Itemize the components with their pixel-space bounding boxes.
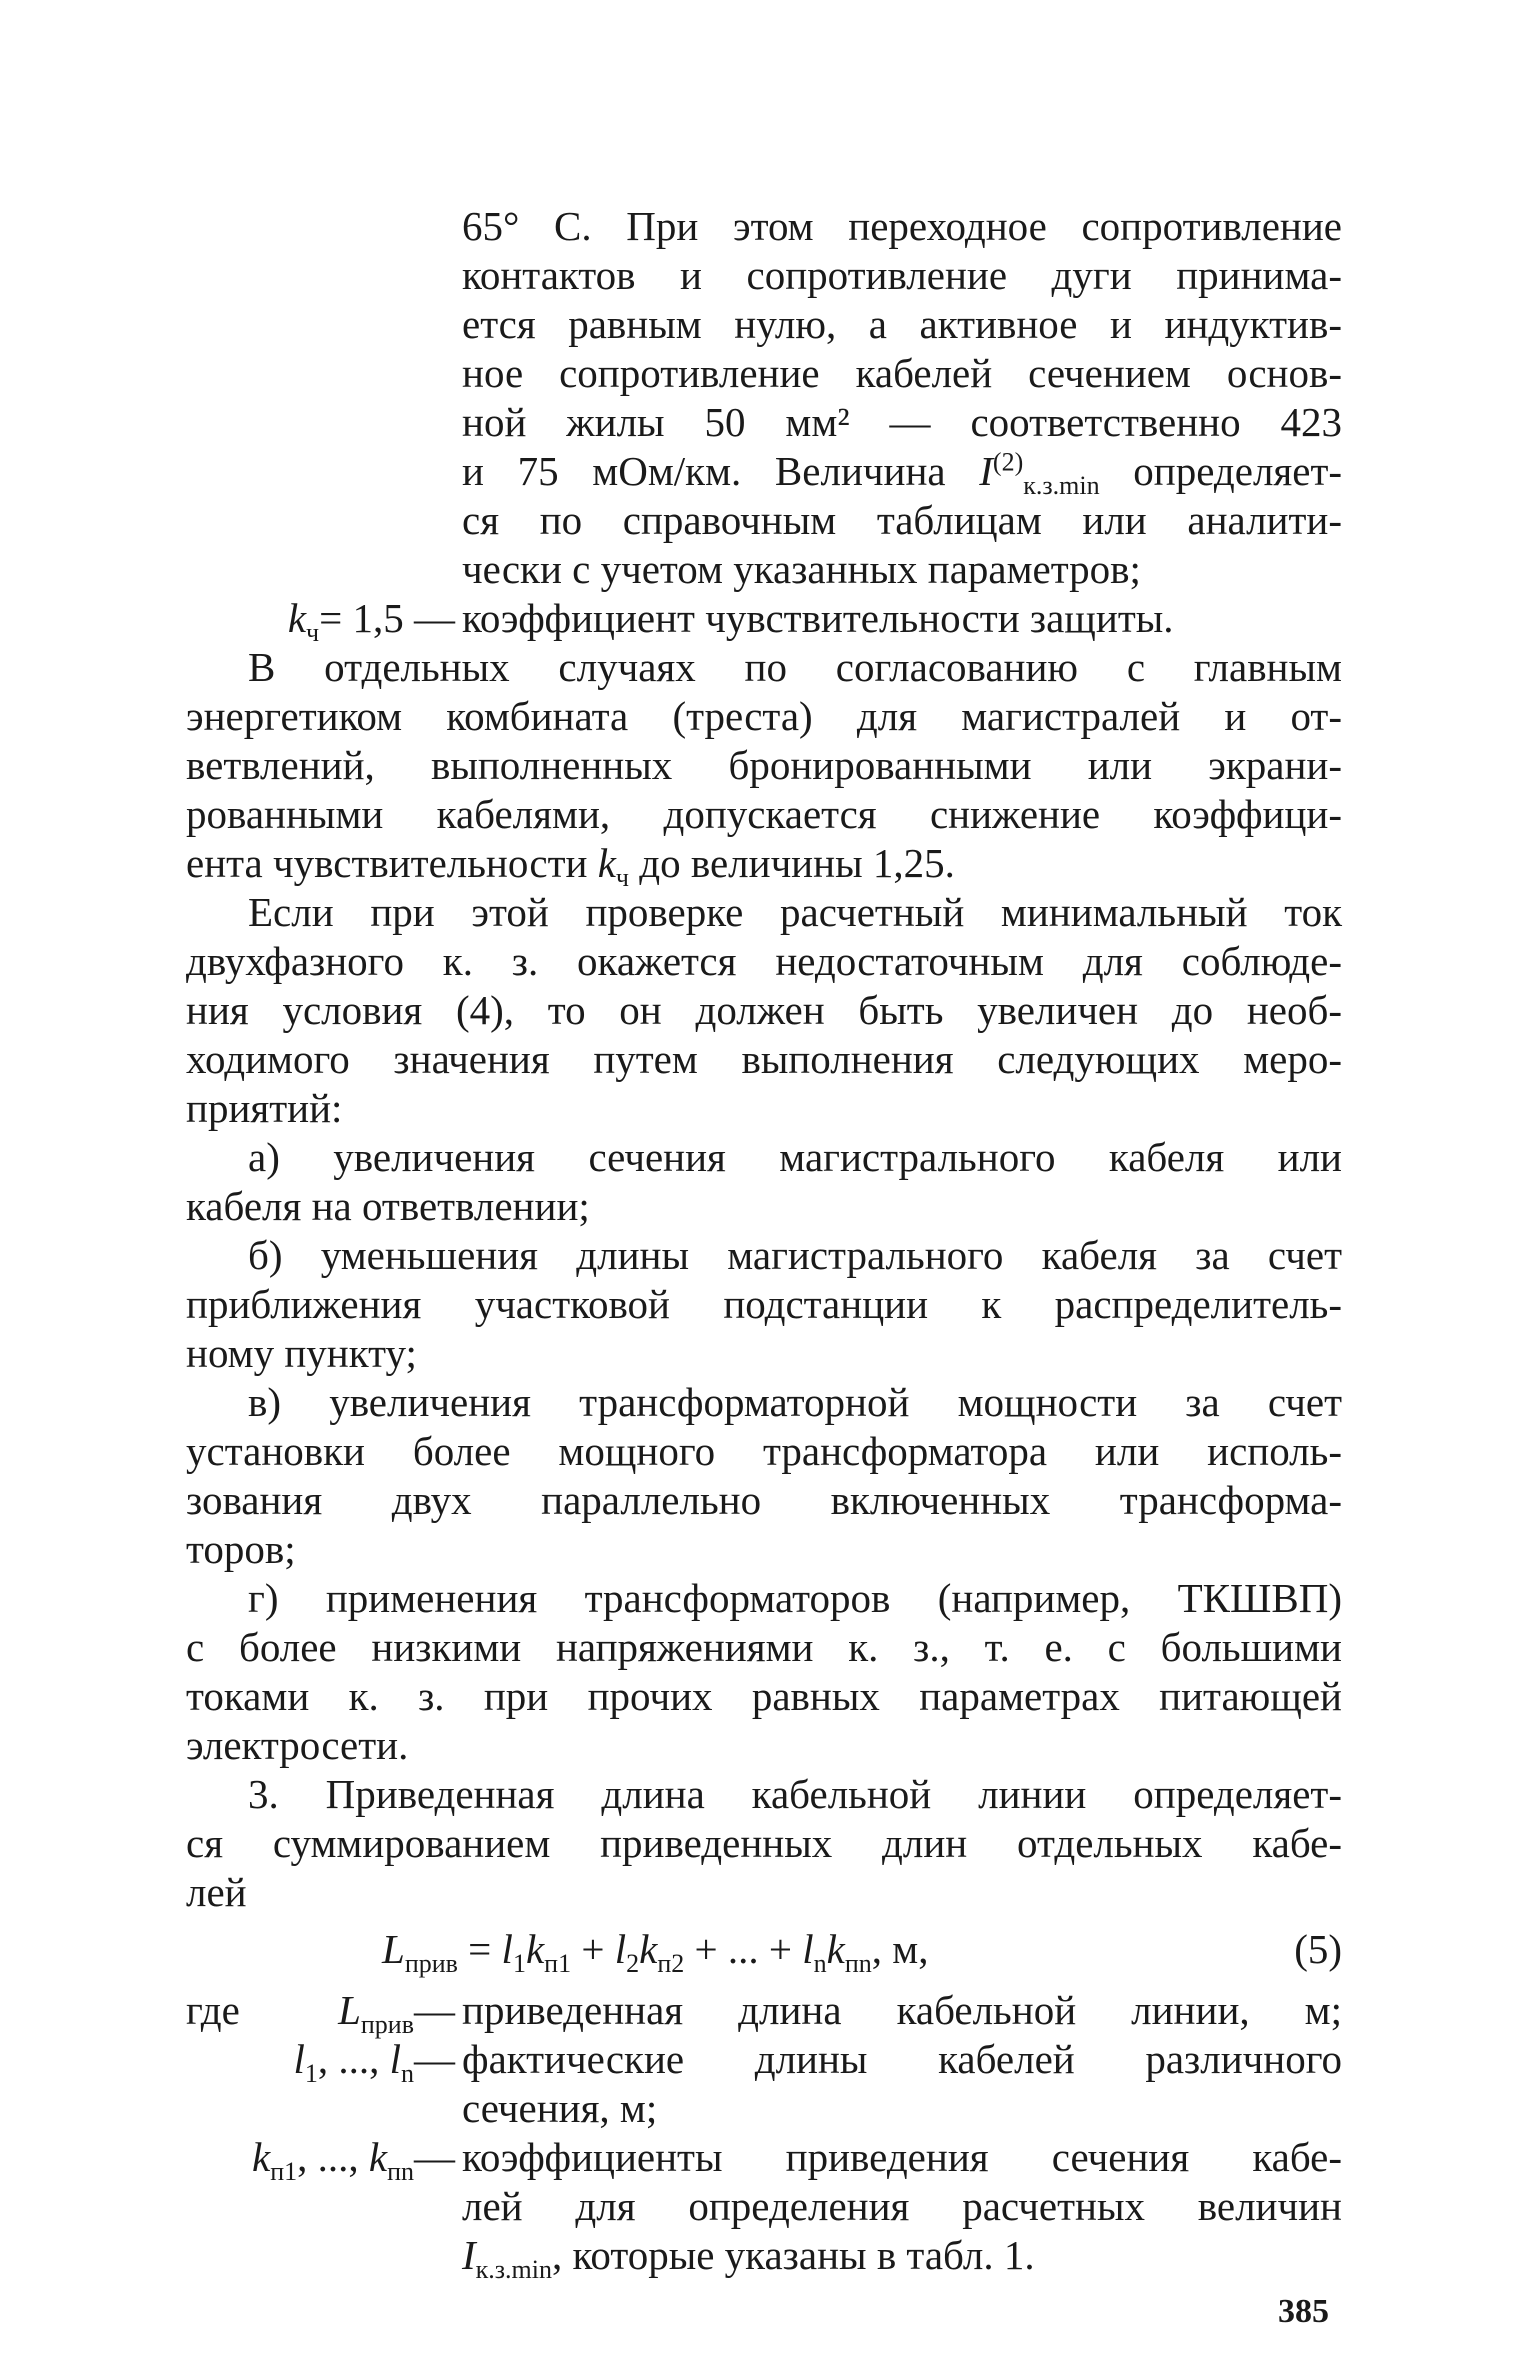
text-line: 3. Приведенная длина кабельной линии определяет- xyxy=(248,1771,1342,1817)
where-label: где xyxy=(186,1987,240,2033)
definition-term: $L_{прив}—$ xyxy=(338,1987,455,2040)
text-line: торов; xyxy=(186,1526,296,1572)
definition-term: $l_1$, ..., $l_n—$ xyxy=(293,2036,455,2089)
text-line: токами к. з. при прочих равных параметрах питающей xyxy=(186,1673,1342,1719)
text-line: ной жилы 50 мм² — соответственно 423 xyxy=(462,399,1342,445)
text-line: коэффициенты приведения сечения кабе- xyxy=(462,2134,1342,2180)
text-line: приведенная длина кабельной линии, м; xyxy=(462,1987,1342,2033)
formula-5: $L_{прив} = l_1k_{п1} + l_2k_{п2}$ + ... + $l_nk_{пn}$, м, xyxy=(382,1926,929,1979)
text-line: лей для определения расчетных величин xyxy=(462,2183,1342,2229)
text-line: коэффициент чувствительности защиты. xyxy=(462,595,1174,641)
text-line: Если при этой проверке расчетный минимальный ток xyxy=(248,889,1342,935)
text-line: ходимого значения путем выполнения следующих меро- xyxy=(186,1036,1342,1082)
text-line: контактов и сопротивление дуги принима- xyxy=(462,252,1342,298)
definition-term: $k_{п1}$, ..., $k_{пn}—$ xyxy=(252,2134,455,2187)
text-line: приятий: xyxy=(186,1085,343,1131)
text-line: зования двух параллельно включенных трансформа- xyxy=(186,1477,1342,1523)
text-line: чески с учетом указанных параметров; xyxy=(462,546,1141,592)
formula-number: (5) xyxy=(1294,1926,1342,1972)
text-line: рованными кабелями, допускается снижение коэффици- xyxy=(186,791,1342,837)
text-line: ся по справочным таблицам или аналити- xyxy=(462,497,1342,543)
text-line: фактические длины кабелей различного xyxy=(462,2036,1342,2082)
text-line: лей xyxy=(186,1869,247,1915)
text-line: ному пункту; xyxy=(186,1330,417,1376)
page-number: 385 xyxy=(1278,2293,1329,2330)
text-line: г) применения трансформаторов (например, ТКШВП) xyxy=(248,1575,1342,1621)
text-line: ное сопротивление кабелей сечением основ- xyxy=(462,350,1342,396)
text-line: 65° С. При этом переходное сопротивление xyxy=(462,203,1342,249)
text-line: с более низкими напряжениями к. з., т. е. с большими xyxy=(186,1624,1342,1670)
text-line: $I_{к.з.min}$, которые указаны в табл. 1. xyxy=(462,2232,1035,2285)
text-line: б) уменьшения длины магистрального кабеля за счет xyxy=(248,1232,1342,1278)
text-line: установки более мощного трансформатора или исполь- xyxy=(186,1428,1342,1474)
text-line: двухфазного к. з. окажется недостаточным для соблюде- xyxy=(186,938,1342,984)
text-line: а) увеличения сечения магистрального кабеля или xyxy=(248,1134,1342,1180)
text-line: ента чувствительности $k_ч$ до величины 1,25. xyxy=(186,840,955,893)
text-line: сечения, м; xyxy=(462,2085,658,2131)
text-line: энергетиком комбината (треста) для магистралей и от- xyxy=(186,693,1342,739)
text-line: ется равным нулю, а активное и индуктив- xyxy=(462,301,1342,347)
text-line: В отдельных случаях по согласованию с главным xyxy=(248,644,1342,690)
formula-symbol: $I^{(2)}_{к.з.min}$ xyxy=(979,447,1100,501)
definition-term-kch: $k_ч= 1,5$ — xyxy=(287,595,455,648)
text-line: кабеля на ответвлении; xyxy=(186,1183,590,1229)
text-line: приближения участковой подстанции к распределитель- xyxy=(186,1281,1342,1327)
text-line: ся суммированием приведенных длин отдельных кабе- xyxy=(186,1820,1342,1866)
text-line: ния условия (4), то он должен быть увеличен до необ- xyxy=(186,987,1342,1033)
text-line: ветвлений, выполненных бронированными или экрани- xyxy=(186,742,1342,788)
text-line: в) увеличения трансформаторной мощности за счет xyxy=(248,1379,1342,1425)
text-line: электросети. xyxy=(186,1722,409,1768)
text-line: и 75 мОм/км. Величина $I^{(2)}_{к.з.min}$ определяет- xyxy=(462,447,1343,501)
